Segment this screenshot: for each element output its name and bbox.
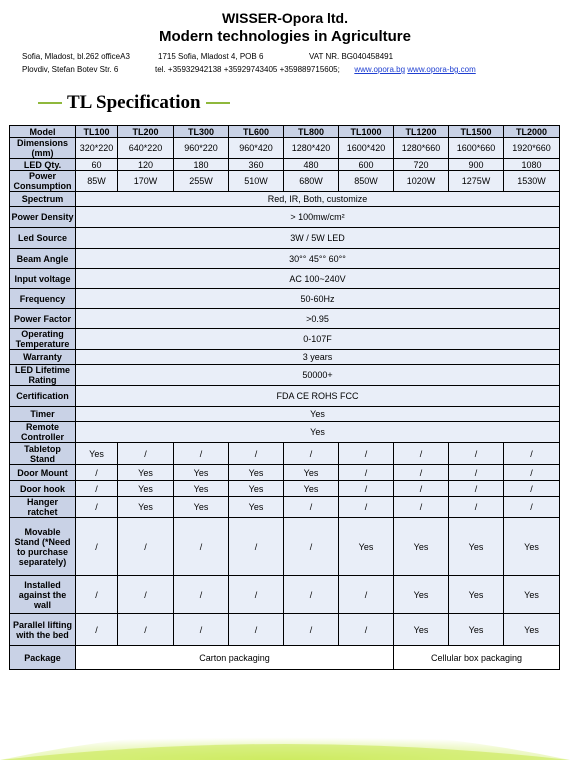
spec-value: >0.95	[76, 309, 560, 329]
feature-value: Yes	[229, 481, 284, 497]
title-text: TL Specification	[67, 92, 201, 113]
address-plovdiv: Plovdiv, Stefan Botev Str. 6	[22, 65, 119, 74]
title-rule-right	[206, 102, 230, 104]
spec-value: 0-107F	[76, 329, 560, 350]
spec-row	[10, 407, 560, 422]
feature-value: /	[394, 497, 449, 518]
spec-value: 1530W	[504, 171, 560, 192]
spec-value: 680W	[284, 171, 339, 192]
row-label: Certification	[10, 386, 76, 407]
feature-value: /	[339, 443, 394, 465]
feature-value: /	[174, 518, 229, 576]
row-label: Hanger ratchet	[10, 497, 76, 518]
spec-value: Red, IR, Both, customize	[76, 192, 560, 207]
spec-row	[10, 289, 560, 309]
spec-value: 60	[76, 159, 118, 171]
spec-row	[10, 192, 560, 207]
feature-value: Yes	[174, 465, 229, 481]
feature-value: /	[449, 465, 504, 481]
spec-row	[10, 422, 560, 443]
contact-line	[155, 65, 476, 74]
spec-value: 360	[229, 159, 284, 171]
feature-value: /	[449, 497, 504, 518]
feature-value: /	[449, 481, 504, 497]
feature-value: Yes	[118, 465, 174, 481]
row-label: Warranty	[10, 350, 76, 365]
model-name: TL2000	[504, 126, 560, 138]
feature-row	[10, 481, 560, 497]
spec-value: AC 100~240V	[76, 269, 560, 289]
row-label: Movable Stand (*Need to purchase separately)	[10, 518, 76, 576]
model-header-row	[10, 126, 560, 138]
feature-value: /	[394, 465, 449, 481]
feature-value: /	[76, 481, 118, 497]
spec-value: 960*220	[174, 138, 229, 159]
feature-value: Yes	[284, 481, 339, 497]
spec-value: 1020W	[394, 171, 449, 192]
row-label: Parallel lifting with the bed	[10, 614, 76, 646]
feature-value: Yes	[284, 465, 339, 481]
spec-value: 480	[284, 159, 339, 171]
title-rule-left	[38, 102, 62, 104]
spec-value: 1280*420	[284, 138, 339, 159]
feature-row	[10, 614, 560, 646]
feature-value: Yes	[76, 443, 118, 465]
feature-value: /	[504, 481, 560, 497]
spec-row	[10, 329, 560, 350]
spec-value: 85W	[76, 171, 118, 192]
feature-value: Yes	[394, 576, 449, 614]
feature-row	[10, 518, 560, 576]
spec-value: > 100mw/cm²	[76, 207, 560, 228]
address-mladost: 1715 Sofia, Mladost 4, POB 6	[158, 52, 264, 61]
feature-row	[10, 465, 560, 481]
row-label: Package	[10, 646, 76, 670]
model-name: TL100	[76, 126, 118, 138]
spec-value: 320*220	[76, 138, 118, 159]
spec-value: 1280*660	[394, 138, 449, 159]
feature-value: /	[76, 576, 118, 614]
feature-value: /	[339, 465, 394, 481]
feature-value: /	[76, 465, 118, 481]
vat-number: VAT NR. BG040458491	[309, 52, 394, 61]
feature-value: /	[504, 497, 560, 518]
feature-value: Yes	[229, 497, 284, 518]
spec-value: 1275W	[449, 171, 504, 192]
row-label: LED Qty.	[10, 159, 76, 171]
feature-value: /	[284, 443, 339, 465]
company-name: WISSER-Opora ltd.	[222, 10, 348, 26]
spec-row	[10, 365, 560, 386]
package-carton: Carton packaging	[76, 646, 394, 670]
spec-value: 255W	[174, 171, 229, 192]
feature-value: Yes	[504, 576, 560, 614]
spec-row	[10, 386, 560, 407]
spec-value: 3 years	[76, 350, 560, 365]
spec-value: 900	[449, 159, 504, 171]
spec-value: 640*220	[118, 138, 174, 159]
feature-row	[10, 443, 560, 465]
spec-value: Yes	[76, 407, 560, 422]
row-label: LED Lifetime Rating	[10, 365, 76, 386]
package-cellular: Cellular box packaging	[394, 646, 560, 670]
model-name: TL1500	[449, 126, 504, 138]
spec-row	[10, 228, 560, 249]
feature-value: /	[504, 465, 560, 481]
feature-value: /	[284, 518, 339, 576]
model-name: TL800	[284, 126, 339, 138]
spec-row	[10, 249, 560, 269]
feature-value: /	[394, 481, 449, 497]
feature-value: Yes	[449, 614, 504, 646]
spec-value: 720	[394, 159, 449, 171]
feature-value: /	[284, 576, 339, 614]
feature-value: Yes	[174, 497, 229, 518]
feature-value: Yes	[339, 518, 394, 576]
package-row	[10, 646, 560, 670]
row-label: Beam Angle	[10, 249, 76, 269]
spec-row	[10, 207, 560, 228]
feature-value: /	[449, 443, 504, 465]
feature-value: Yes	[449, 576, 504, 614]
feature-value: /	[229, 518, 284, 576]
footer-decoration	[0, 700, 570, 760]
spec-value: Yes	[76, 422, 560, 443]
spec-value: 510W	[229, 171, 284, 192]
link-opora-bg[interactable]: www.opora.bg	[354, 65, 406, 74]
row-label: Remote Controller	[10, 422, 76, 443]
address-sofia: Sofia, Mladost, bl.262 officeA3	[22, 52, 130, 61]
spec-value: 50000+	[76, 365, 560, 386]
feature-value: Yes	[504, 614, 560, 646]
feature-value: Yes	[504, 518, 560, 576]
row-label: Spectrum	[10, 192, 76, 207]
spec-value: 180	[174, 159, 229, 171]
feature-value: Yes	[118, 497, 174, 518]
spec-row	[10, 171, 560, 192]
row-label: Dimensions (mm)	[10, 138, 76, 159]
spec-table-body	[10, 126, 560, 670]
row-label: Installed against the wall	[10, 576, 76, 614]
model-name: TL1000	[339, 126, 394, 138]
feature-row	[10, 497, 560, 518]
row-label: Door hook	[10, 481, 76, 497]
row-label: Tabletop Stand	[10, 443, 76, 465]
feature-value: /	[229, 614, 284, 646]
feature-value: /	[76, 518, 118, 576]
spec-value: 850W	[339, 171, 394, 192]
spec-row	[10, 269, 560, 289]
feature-value: Yes	[118, 481, 174, 497]
spec-value: 1600*420	[339, 138, 394, 159]
spec-value: 1920*660	[504, 138, 560, 159]
feature-value: /	[118, 518, 174, 576]
feature-value: /	[76, 614, 118, 646]
feature-value: /	[76, 497, 118, 518]
spec-value: 1600*660	[449, 138, 504, 159]
feature-value: /	[339, 576, 394, 614]
spec-row	[10, 309, 560, 329]
row-label: Power Consumption	[10, 171, 76, 192]
spec-value: 1080	[504, 159, 560, 171]
feature-value: /	[174, 614, 229, 646]
feature-value: Yes	[229, 465, 284, 481]
feature-value: Yes	[394, 518, 449, 576]
section-title	[38, 92, 230, 114]
link-opora-bg-com[interactable]: www.opora-bg.com	[407, 65, 476, 74]
model-name: TL300	[174, 126, 229, 138]
spec-value: 600	[339, 159, 394, 171]
spec-value: 960*420	[229, 138, 284, 159]
feature-value: Yes	[174, 481, 229, 497]
feature-value: /	[229, 576, 284, 614]
feature-value: Yes	[394, 614, 449, 646]
spec-value: FDA CE ROHS FCC	[76, 386, 560, 407]
spec-value: 30°° 45°° 60°°	[76, 249, 560, 269]
company-tagline: Modern technologies in Agriculture	[159, 28, 411, 45]
row-label: Power Density	[10, 207, 76, 228]
phone-numbers: tel. +35932942138 +35929743405 +359889715605;	[155, 65, 340, 74]
spec-value: 50-60Hz	[76, 289, 560, 309]
spec-value: 120	[118, 159, 174, 171]
row-label: Timer	[10, 407, 76, 422]
row-label: Led Source	[10, 228, 76, 249]
spec-table	[9, 125, 560, 670]
feature-row	[10, 576, 560, 614]
feature-value: /	[174, 443, 229, 465]
feature-value: /	[339, 614, 394, 646]
row-label: Power Factor	[10, 309, 76, 329]
feature-value: /	[284, 614, 339, 646]
feature-value: /	[118, 576, 174, 614]
feature-value: /	[174, 576, 229, 614]
spec-row	[10, 350, 560, 365]
spec-value: 3W / 5W LED	[76, 228, 560, 249]
feature-value: Yes	[449, 518, 504, 576]
feature-value: /	[504, 443, 560, 465]
feature-value: /	[229, 443, 284, 465]
feature-value: /	[394, 443, 449, 465]
row-label: Door Mount	[10, 465, 76, 481]
row-label: Frequency	[10, 289, 76, 309]
spec-value: 170W	[118, 171, 174, 192]
model-name: TL200	[118, 126, 174, 138]
model-name: TL600	[229, 126, 284, 138]
feature-value: /	[339, 497, 394, 518]
row-label: Operating Temperature	[10, 329, 76, 350]
feature-value: /	[339, 481, 394, 497]
spec-row	[10, 138, 560, 159]
spec-row	[10, 159, 560, 171]
feature-value: /	[118, 443, 174, 465]
feature-value: /	[284, 497, 339, 518]
row-label: Input voltage	[10, 269, 76, 289]
feature-value: /	[118, 614, 174, 646]
model-name: TL1200	[394, 126, 449, 138]
model-label: Model	[10, 126, 76, 138]
